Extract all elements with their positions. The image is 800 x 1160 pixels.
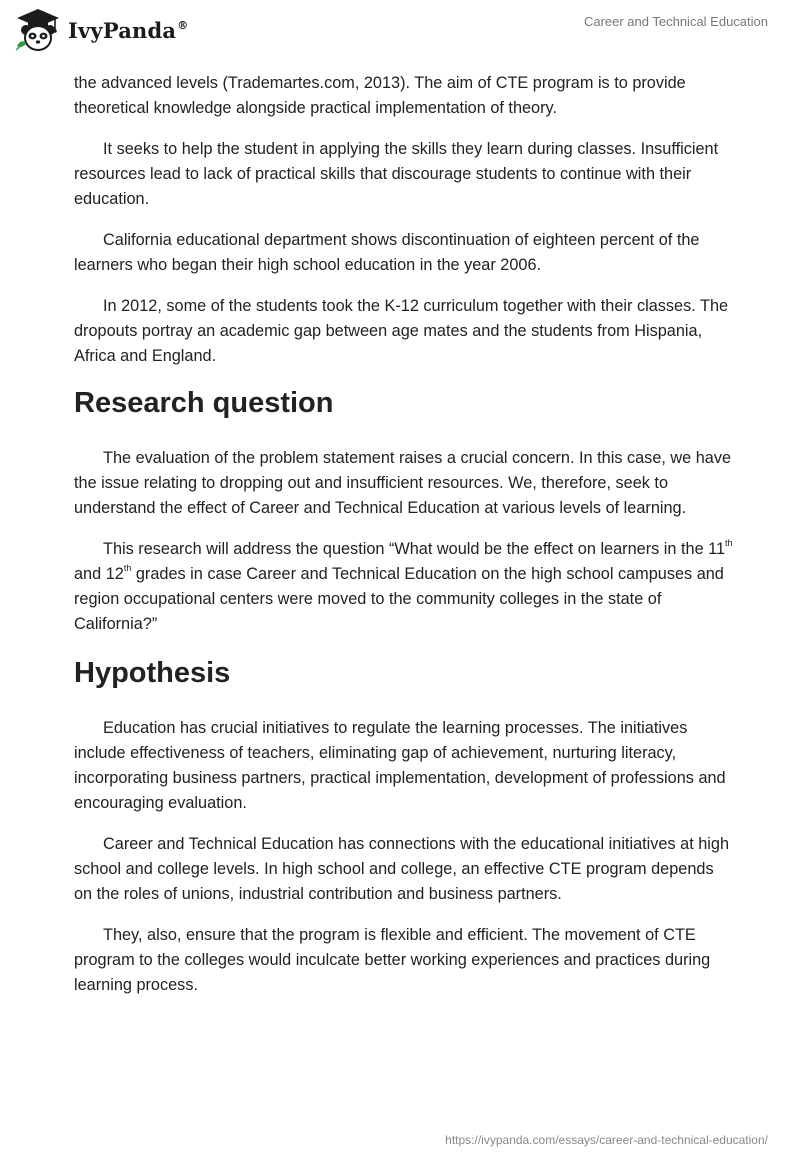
- paragraph: They, also, ensure that the program is flexible and efficient. The movement of CTE program to the colleges would inculcate better working experiences and practices during learning process.: [74, 926, 711, 994]
- paragraph: In 2012, some of the students took the K-12 curriculum together with their classes. The dropouts portray an academic gap between age mates and the students from Hispania, Africa and England.: [74, 297, 729, 365]
- ivypanda-logo[interactable]: [14, 8, 188, 52]
- brand-name: IvyPanda®: [68, 17, 189, 43]
- paragraph: California educational department shows discontinuation of eighteen percent of the learners who began their high school education in the year 2006.: [74, 231, 700, 274]
- paragraph: The evaluation of the problem statement raises a crucial concern. In this case, we have the issue relating to dropping out and insufficient resources. We, therefore, seek to understand the effect of Career and Technical Education at various levels of learning.: [74, 449, 732, 517]
- paragraph: It seeks to help the student in applying the skills they learn during classes. Insufficient resources lead to lack of practical skills that discourage students to continue with their education.: [74, 140, 719, 208]
- section-heading-research-question: Research question: [74, 387, 334, 419]
- paragraph: the advanced levels (Trademartes.com, 2013). The aim of CTE program is to provide theoretical knowledge alongside practical implementation of theory.: [74, 74, 686, 117]
- essay-body: [74, 71, 734, 1014]
- source-url[interactable]: https://ivypanda.com/essays/career-and-technical-education/: [445, 1133, 768, 1147]
- running-title: Career and Technical Education: [583, 14, 768, 29]
- panda-graduate-icon: [14, 8, 62, 52]
- paragraph: Career and Technical Education has connections with the educational initiatives at high school and college levels. In high school and college, an effective CTE program depends on the roles of unions, industrial contribution and business partners.: [74, 835, 730, 903]
- research-question-paragraph: This research will address the question “What would be the effect on learners in the 11th and 12th grades in case Career and Technical Education on the high school campuses and region occupational centers were moved to the community colleges in the state of California?”: [74, 538, 733, 633]
- page-header: [0, 0, 800, 70]
- section-heading-hypothesis: Hypothesis: [74, 657, 231, 689]
- paragraph: Education has crucial initiatives to regulate the learning processes. The initiatives include effectiveness of teachers, eliminating gap of achievement, nurturing literacy, incorporating business partners, practical implementation, development of professions and encouraging evaluation.: [74, 719, 726, 812]
